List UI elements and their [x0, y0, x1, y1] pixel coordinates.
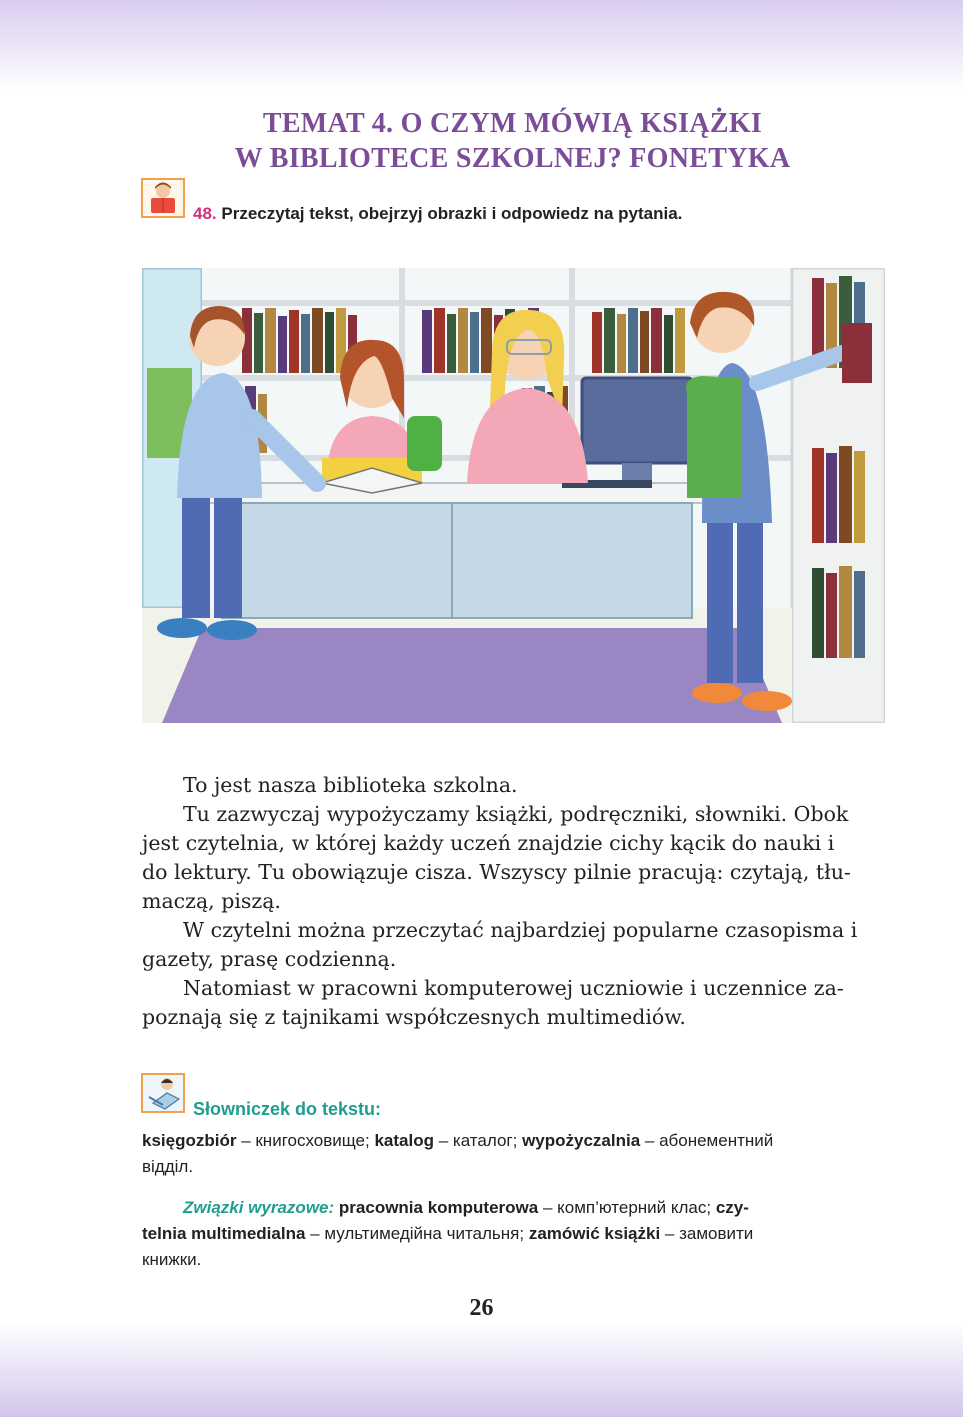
top-decorative-band [0, 0, 963, 92]
glossary-line-1 [142, 1128, 885, 1154]
phrase-translation: – замовити [660, 1224, 754, 1243]
phrase-term: pracownia komputerowa [338, 1198, 539, 1217]
reading-line: do lektury. Tu obowiązuje cisza. Wszyscy pilnie pracują: czytają, tłu- [142, 860, 851, 884]
reading-line: maczą, piszą. [142, 889, 281, 913]
glossary-term: wypożyczalnia [522, 1131, 641, 1150]
reading-line: Natomiast w pracowni komputerowej uczniowie i uczennice za- [183, 976, 844, 1000]
student-reading-icon [141, 1073, 185, 1113]
library-scene-illustration [142, 268, 885, 723]
phrases-line-2 [142, 1221, 885, 1247]
phrases-line-1 [142, 1195, 885, 1221]
page-title-line2: W BIBLIOTECE SZKOLNEJ? FONETYKA [234, 143, 791, 174]
glossary-entries [142, 1128, 885, 1180]
reading-line: Tu zazwyczaj wypożyczamy książki, podręczniki, słowniki. Obok [183, 802, 849, 826]
glossary-line-2: відділ. [142, 1157, 194, 1176]
reading-line: jest czytelnia, w której każdy uczeń znajdzie cichy kącik do nauki i [142, 831, 835, 855]
glossary-term: księgozbiór [142, 1131, 237, 1150]
task-number: 48. [193, 204, 217, 223]
glossary-translation: – каталог; [434, 1131, 523, 1150]
phrase-translation: – мультимедійна читальня; [305, 1224, 529, 1243]
glossary-term: katalog [374, 1131, 434, 1150]
reading-line: W czytelni można przeczytać najbardziej popularne czasopisma i [183, 918, 858, 942]
bottom-decorative-band [0, 1322, 963, 1417]
phrase-term: zamówić książki [528, 1224, 661, 1243]
phrases-line-3: книжки. [142, 1250, 202, 1269]
phrase-term: czy- [715, 1198, 749, 1217]
task-text: Przeczytaj tekst, obejrzyj obrazki i odpowiedz na pytania. [221, 204, 683, 223]
phrase-term: telnia multimedialna [142, 1224, 306, 1243]
page-number: 26 [469, 1295, 494, 1321]
glossary-translation: – книгосховище; [236, 1131, 375, 1150]
reading-line: To jest nasza biblioteka szkolna. [183, 773, 518, 797]
reading-line: gazety, prasę codzienną. [142, 947, 397, 971]
reading-text [142, 771, 885, 1032]
page-title-line1: TEMAT 4. O CZYM MÓWIĄ KSIĄŻKI [262, 108, 763, 139]
phrases-label: Związki wyrazowe: [183, 1198, 335, 1217]
phrase-translation: – комп’ютерний клас; [538, 1198, 716, 1217]
glossary-title: Słowniczek do tekstu: [193, 1099, 382, 1119]
reading-line: poznają się z tajnikami współczesnych multimediów. [142, 1005, 686, 1029]
glossary-translation: – абонементний [640, 1131, 774, 1150]
phrases-block [142, 1195, 885, 1273]
task-instruction [193, 204, 682, 224]
reading-child-icon [141, 178, 185, 218]
